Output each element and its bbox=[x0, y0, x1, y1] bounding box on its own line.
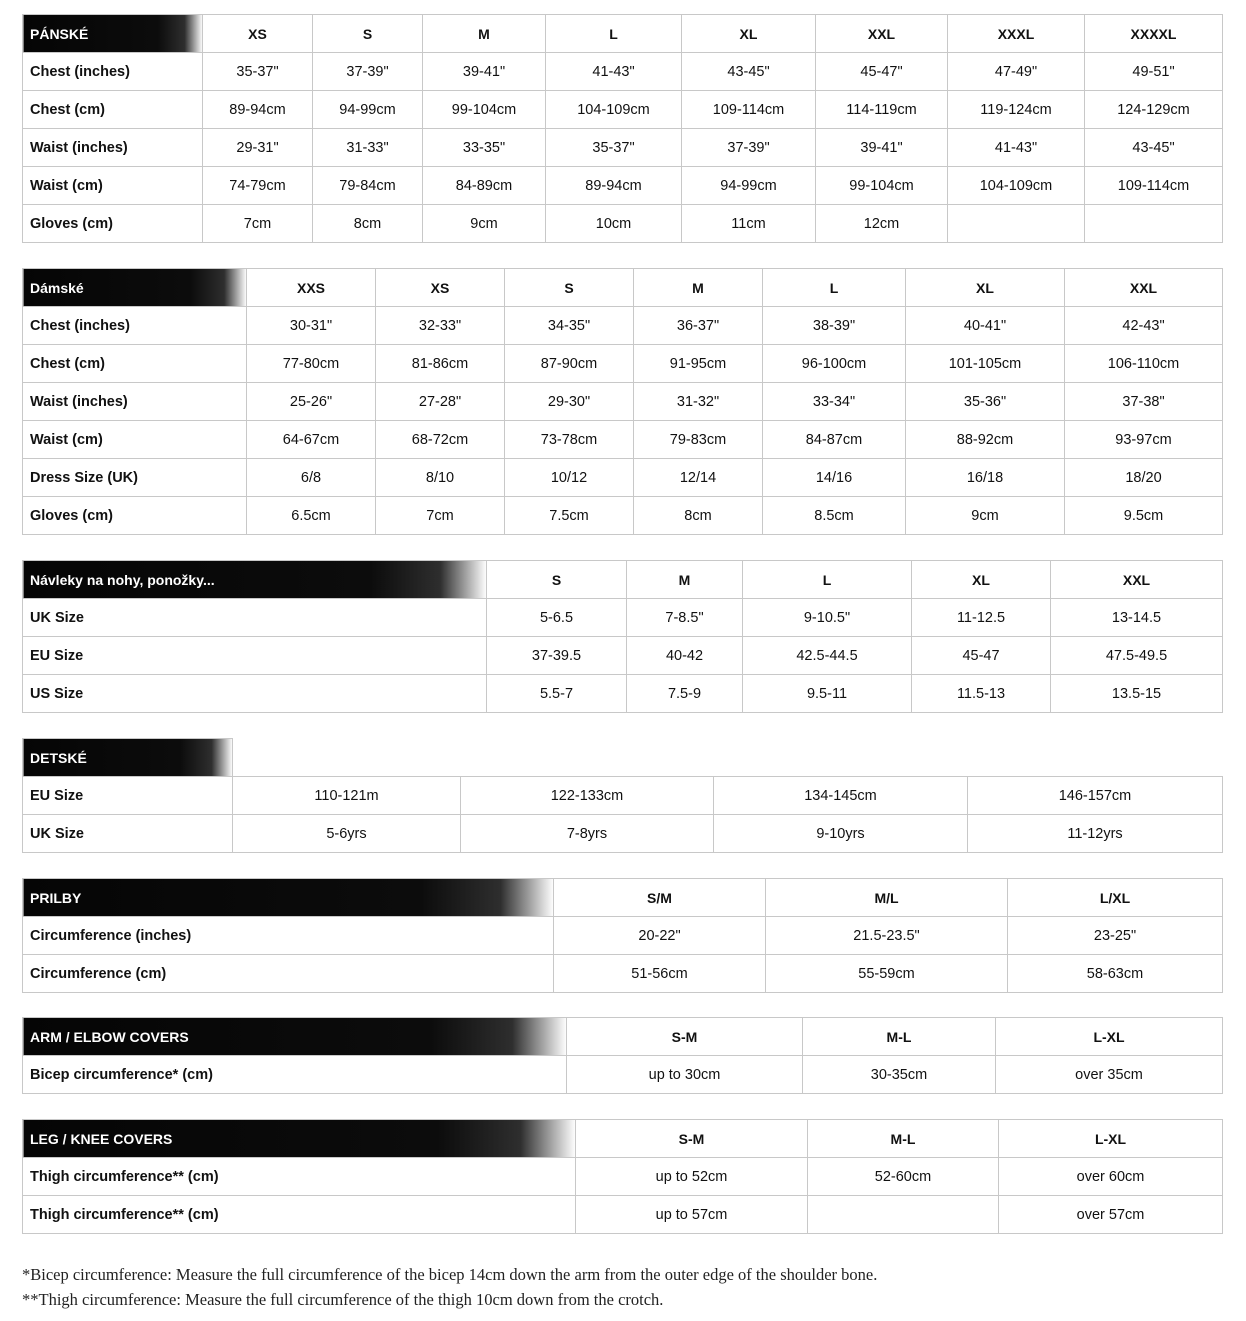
row-label: UK Size bbox=[23, 599, 487, 637]
cell: 104-109cm bbox=[546, 91, 682, 129]
table-row bbox=[23, 459, 1223, 497]
cell: 47-49" bbox=[948, 53, 1085, 91]
row-label: Bicep circumference* (cm) bbox=[23, 1056, 567, 1094]
row-label: Waist (cm) bbox=[23, 167, 203, 205]
table-row bbox=[23, 1158, 1223, 1196]
cell: 68-72cm bbox=[376, 421, 505, 459]
cell: 89-94cm bbox=[203, 91, 313, 129]
cell: 146-157cm bbox=[968, 777, 1223, 815]
row-label: Thigh circumference** (cm) bbox=[23, 1158, 576, 1196]
cell: 33-35" bbox=[423, 129, 546, 167]
cell: 34-35" bbox=[505, 307, 634, 345]
table-row bbox=[23, 599, 1223, 637]
cell: 99-104cm bbox=[816, 167, 948, 205]
cell: 42.5-44.5 bbox=[743, 637, 912, 675]
cell: up to 52cm bbox=[576, 1158, 808, 1196]
row-label: Dress Size (UK) bbox=[23, 459, 247, 497]
cell: 35-37" bbox=[546, 129, 682, 167]
cell: 88-92cm bbox=[906, 421, 1065, 459]
size-header: L bbox=[546, 15, 682, 53]
cell: 45-47 bbox=[912, 637, 1051, 675]
row-label: Circumference (cm) bbox=[23, 955, 554, 993]
cell: 79-84cm bbox=[313, 167, 423, 205]
cell: 27-28" bbox=[376, 383, 505, 421]
cell: 40-42 bbox=[627, 637, 743, 675]
cell: 55-59cm bbox=[766, 955, 1008, 993]
cell: 96-100cm bbox=[763, 345, 906, 383]
size-header: L-XL bbox=[999, 1120, 1223, 1158]
cell: 18/20 bbox=[1065, 459, 1223, 497]
cell: 42-43" bbox=[1065, 307, 1223, 345]
size-header: XXXL bbox=[948, 15, 1085, 53]
table-caption: Dámské bbox=[23, 269, 247, 307]
helmets-size-table bbox=[22, 878, 1223, 993]
table-row bbox=[23, 917, 1223, 955]
cell: 6/8 bbox=[247, 459, 376, 497]
cell: 39-41" bbox=[423, 53, 546, 91]
cell: 8/10 bbox=[376, 459, 505, 497]
row-label: Thigh circumference** (cm) bbox=[23, 1196, 576, 1234]
cell: 77-80cm bbox=[247, 345, 376, 383]
table-row bbox=[23, 777, 1223, 815]
cell: 41-43" bbox=[948, 129, 1085, 167]
size-header: S-M bbox=[576, 1120, 808, 1158]
cell: 20-22" bbox=[554, 917, 766, 955]
cell: 79-83cm bbox=[634, 421, 763, 459]
row-label: Chest (cm) bbox=[23, 345, 247, 383]
row-label: Gloves (cm) bbox=[23, 497, 247, 535]
cell: 81-86cm bbox=[376, 345, 505, 383]
cell: 9-10yrs bbox=[714, 815, 968, 853]
cell: 84-87cm bbox=[763, 421, 906, 459]
cell: 38-39" bbox=[763, 307, 906, 345]
size-header: S bbox=[313, 15, 423, 53]
cell: 23-25" bbox=[1008, 917, 1223, 955]
thigh-footnote: **Thigh circumference: Measure the full circumference of the thigh 10cm down from the crotch. bbox=[22, 1290, 664, 1309]
size-header: L/XL bbox=[1008, 879, 1223, 917]
cell: 9-10.5" bbox=[743, 599, 912, 637]
cell: 134-145cm bbox=[714, 777, 968, 815]
row-label: Gloves (cm) bbox=[23, 205, 203, 243]
cell: 36-37" bbox=[634, 307, 763, 345]
cell: 7-8.5" bbox=[627, 599, 743, 637]
cell: 37-39" bbox=[682, 129, 816, 167]
table-row bbox=[23, 383, 1223, 421]
cell: 8cm bbox=[313, 205, 423, 243]
size-header: XL bbox=[682, 15, 816, 53]
cell: 94-99cm bbox=[313, 91, 423, 129]
row-label: Waist (inches) bbox=[23, 383, 247, 421]
cell: 7cm bbox=[203, 205, 313, 243]
cell: 73-78cm bbox=[505, 421, 634, 459]
cell: 101-105cm bbox=[906, 345, 1065, 383]
table-row bbox=[23, 637, 1223, 675]
cell: over 60cm bbox=[999, 1158, 1223, 1196]
cell: 7-8yrs bbox=[461, 815, 714, 853]
cell: 87-90cm bbox=[505, 345, 634, 383]
size-header: XXL bbox=[1051, 561, 1223, 599]
cell: 58-63cm bbox=[1008, 955, 1223, 993]
size-header: XXL bbox=[1065, 269, 1223, 307]
cell: 64-67cm bbox=[247, 421, 376, 459]
cell bbox=[808, 1196, 999, 1234]
table-row bbox=[23, 129, 1223, 167]
table-row bbox=[23, 345, 1223, 383]
cell: 43-45" bbox=[1085, 129, 1223, 167]
cell: 31-32" bbox=[634, 383, 763, 421]
size-header: XL bbox=[906, 269, 1065, 307]
cell: 16/18 bbox=[906, 459, 1065, 497]
cell: 74-79cm bbox=[203, 167, 313, 205]
table-row bbox=[23, 815, 1223, 853]
size-header: M/L bbox=[766, 879, 1008, 917]
row-label: UK Size bbox=[23, 815, 233, 853]
cell: over 35cm bbox=[996, 1056, 1223, 1094]
cell: 7cm bbox=[376, 497, 505, 535]
size-header: L bbox=[763, 269, 906, 307]
cell: 49-51" bbox=[1085, 53, 1223, 91]
cell: 7.5-9 bbox=[627, 675, 743, 713]
table-caption: Návleky na nohy, ponožky... bbox=[23, 561, 487, 599]
cell bbox=[948, 205, 1085, 243]
size-header: XXS bbox=[247, 269, 376, 307]
row-label: EU Size bbox=[23, 777, 233, 815]
cell: 37-39.5 bbox=[487, 637, 627, 675]
size-header: M bbox=[627, 561, 743, 599]
cell: 11cm bbox=[682, 205, 816, 243]
table-caption: DETSKÉ bbox=[23, 739, 233, 777]
cell: 45-47" bbox=[816, 53, 948, 91]
size-header: S bbox=[487, 561, 627, 599]
table-row bbox=[23, 1196, 1223, 1234]
table-row bbox=[23, 205, 1223, 243]
cell: 13.5-15 bbox=[1051, 675, 1223, 713]
footnotes bbox=[22, 1262, 1222, 1312]
cell: 33-34" bbox=[763, 383, 906, 421]
cell: 84-89cm bbox=[423, 167, 546, 205]
cell: 93-97cm bbox=[1065, 421, 1223, 459]
table-row bbox=[23, 675, 1223, 713]
cell: 11.5-13 bbox=[912, 675, 1051, 713]
cell: 43-45" bbox=[682, 53, 816, 91]
header-row bbox=[23, 15, 1223, 53]
size-header: L-XL bbox=[996, 1018, 1223, 1056]
row-label: Waist (inches) bbox=[23, 129, 203, 167]
kids-size-table bbox=[22, 738, 1223, 853]
cell: 104-109cm bbox=[948, 167, 1085, 205]
cell: 29-30" bbox=[505, 383, 634, 421]
table-row bbox=[23, 91, 1223, 129]
cell: 9cm bbox=[906, 497, 1065, 535]
womens-size-table bbox=[22, 268, 1223, 535]
cell: 12/14 bbox=[634, 459, 763, 497]
size-header: M bbox=[423, 15, 546, 53]
cell: 39-41" bbox=[816, 129, 948, 167]
cell: 109-114cm bbox=[1085, 167, 1223, 205]
cell: 119-124cm bbox=[948, 91, 1085, 129]
table-row bbox=[23, 1056, 1223, 1094]
cell: 21.5-23.5" bbox=[766, 917, 1008, 955]
cell: up to 57cm bbox=[576, 1196, 808, 1234]
header-row bbox=[23, 1120, 1223, 1158]
table-row bbox=[23, 421, 1223, 459]
size-header: L bbox=[743, 561, 912, 599]
table-row bbox=[23, 53, 1223, 91]
cell: 94-99cm bbox=[682, 167, 816, 205]
cell: 30-35cm bbox=[803, 1056, 996, 1094]
header-row bbox=[23, 1018, 1223, 1056]
cell: 40-41" bbox=[906, 307, 1065, 345]
cell: 124-129cm bbox=[1085, 91, 1223, 129]
size-header: S/M bbox=[554, 879, 766, 917]
table-caption: LEG / KNEE COVERS bbox=[23, 1120, 576, 1158]
cell: over 57cm bbox=[999, 1196, 1223, 1234]
header-row bbox=[23, 269, 1223, 307]
table-caption: ARM / ELBOW COVERS bbox=[23, 1018, 567, 1056]
cell: 99-104cm bbox=[423, 91, 546, 129]
table-caption: PÁNSKÉ bbox=[23, 15, 203, 53]
row-label: Chest (cm) bbox=[23, 91, 203, 129]
size-header: M-L bbox=[808, 1120, 999, 1158]
cell: 9cm bbox=[423, 205, 546, 243]
cell: 14/16 bbox=[763, 459, 906, 497]
row-label: Chest (inches) bbox=[23, 307, 247, 345]
cell: 12cm bbox=[816, 205, 948, 243]
empty-header bbox=[233, 739, 1223, 777]
cell: 122-133cm bbox=[461, 777, 714, 815]
size-header: XXL bbox=[816, 15, 948, 53]
size-header: M bbox=[634, 269, 763, 307]
cell: 41-43" bbox=[546, 53, 682, 91]
cell: up to 30cm bbox=[567, 1056, 803, 1094]
cell: 9.5cm bbox=[1065, 497, 1223, 535]
cell: 10cm bbox=[546, 205, 682, 243]
header-row bbox=[23, 739, 1223, 777]
cell: 30-31" bbox=[247, 307, 376, 345]
size-header: XS bbox=[376, 269, 505, 307]
cell bbox=[1085, 205, 1223, 243]
cell: 51-56cm bbox=[554, 955, 766, 993]
cell: 13-14.5 bbox=[1051, 599, 1223, 637]
row-label: Chest (inches) bbox=[23, 53, 203, 91]
cell: 35-36" bbox=[906, 383, 1065, 421]
cell: 25-26" bbox=[247, 383, 376, 421]
table-row bbox=[23, 167, 1223, 205]
cell: 11-12yrs bbox=[968, 815, 1223, 853]
table-row bbox=[23, 955, 1223, 993]
cell: 5-6yrs bbox=[233, 815, 461, 853]
header-row bbox=[23, 879, 1223, 917]
cell: 5.5-7 bbox=[487, 675, 627, 713]
row-label: US Size bbox=[23, 675, 487, 713]
cell: 37-38" bbox=[1065, 383, 1223, 421]
cell: 110-121m bbox=[233, 777, 461, 815]
size-header: M-L bbox=[803, 1018, 996, 1056]
cell: 7.5cm bbox=[505, 497, 634, 535]
mens-size-table bbox=[22, 14, 1223, 243]
cell: 10/12 bbox=[505, 459, 634, 497]
cell: 6.5cm bbox=[247, 497, 376, 535]
cell: 31-33" bbox=[313, 129, 423, 167]
bicep-footnote: *Bicep circumference: Measure the full circumference of the bicep 14cm down the arm from the outer edge of the shoulder bone. bbox=[22, 1265, 878, 1284]
table-caption: PRILBY bbox=[23, 879, 554, 917]
size-header: XXXXL bbox=[1085, 15, 1223, 53]
cell: 35-37" bbox=[203, 53, 313, 91]
row-label: EU Size bbox=[23, 637, 487, 675]
cell: 37-39" bbox=[313, 53, 423, 91]
cell: 52-60cm bbox=[808, 1158, 999, 1196]
row-label: Circumference (inches) bbox=[23, 917, 554, 955]
header-row bbox=[23, 561, 1223, 599]
cell: 29-31" bbox=[203, 129, 313, 167]
size-header: XL bbox=[912, 561, 1051, 599]
cell: 8.5cm bbox=[763, 497, 906, 535]
size-header: S bbox=[505, 269, 634, 307]
cell: 106-110cm bbox=[1065, 345, 1223, 383]
cell: 11-12.5 bbox=[912, 599, 1051, 637]
size-header: XS bbox=[203, 15, 313, 53]
size-header: S-M bbox=[567, 1018, 803, 1056]
cell: 32-33" bbox=[376, 307, 505, 345]
table-row bbox=[23, 497, 1223, 535]
arm-covers-size-table bbox=[22, 1017, 1223, 1094]
leg-covers-size-table bbox=[22, 1119, 1223, 1234]
cell: 114-119cm bbox=[816, 91, 948, 129]
cell: 5-6.5 bbox=[487, 599, 627, 637]
cell: 89-94cm bbox=[546, 167, 682, 205]
table-row bbox=[23, 307, 1223, 345]
cell: 8cm bbox=[634, 497, 763, 535]
socks-size-table bbox=[22, 560, 1223, 713]
cell: 47.5-49.5 bbox=[1051, 637, 1223, 675]
cell: 109-114cm bbox=[682, 91, 816, 129]
cell: 91-95cm bbox=[634, 345, 763, 383]
row-label: Waist (cm) bbox=[23, 421, 247, 459]
cell: 9.5-11 bbox=[743, 675, 912, 713]
